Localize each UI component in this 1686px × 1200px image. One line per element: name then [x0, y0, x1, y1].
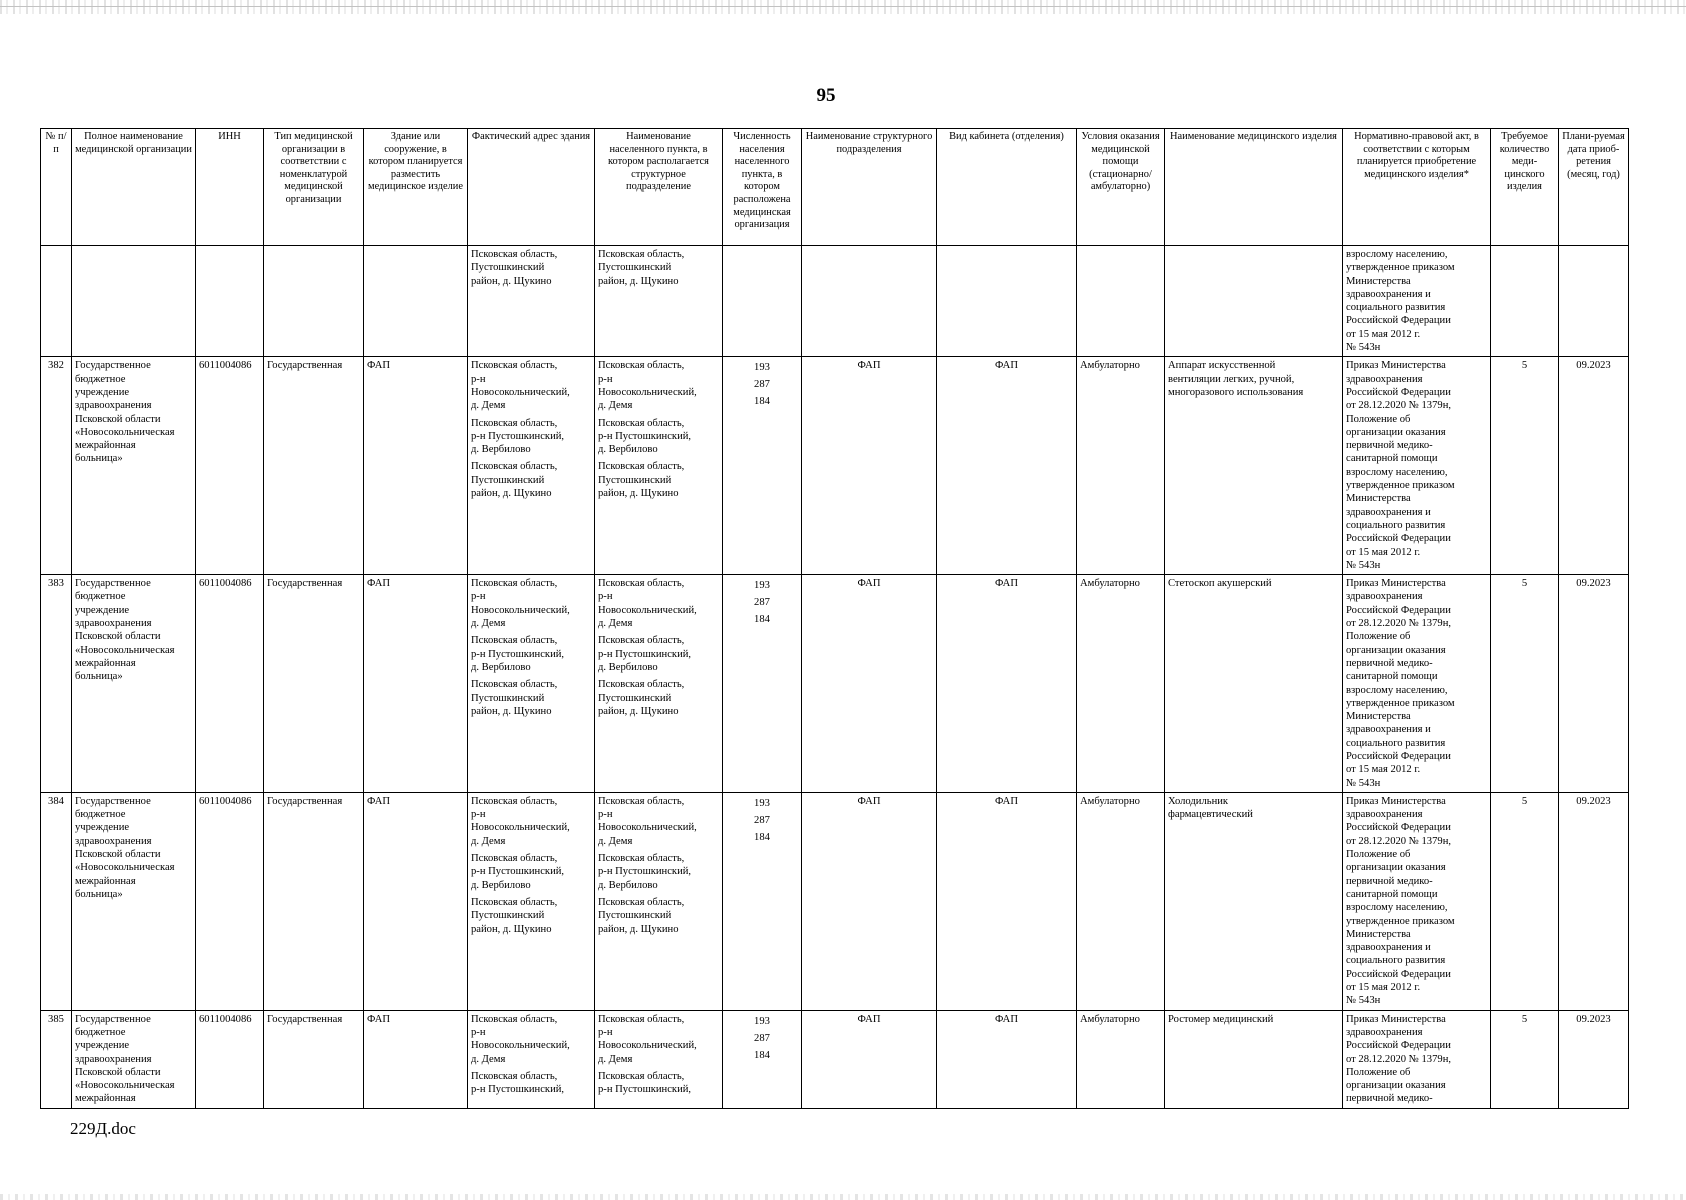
- population-value: 184: [754, 396, 770, 408]
- cell-cabinet: ФАП: [937, 575, 1077, 793]
- cell-address: [468, 357, 595, 575]
- population-value: 287: [754, 814, 770, 826]
- cell-address: [468, 1010, 595, 1108]
- cell-building: ФАП: [364, 1010, 468, 1108]
- population-value: 193: [754, 580, 770, 592]
- cell-unit: ФАП: [802, 1010, 937, 1108]
- population-value: 287: [754, 1032, 770, 1044]
- cell-act: Приказ Министерства здравоохранения Российской Федерации от 28.12.2020 № 1379н, Положение об организации оказания первичной медико- санитарной помощи взрослому населению, утвержденное приказом Министерства здравоохранения и социального развития Российской Федерации от 15 мая 2012 г. № 543н: [1343, 792, 1491, 1010]
- cell-cabinet: [937, 246, 1077, 357]
- address-line: Псковская область, р-н Пустошкинский, д. Вербилово: [471, 635, 565, 673]
- cell-device: Аппарат искусственной вентиляции легких, ручной, многоразового использования: [1165, 357, 1343, 575]
- cell-qty: [1491, 246, 1559, 357]
- cell-address: [468, 792, 595, 1010]
- settlement-line: Псковская область, Пустошкинский район, д. Щукино: [598, 679, 685, 717]
- cell-population: [723, 246, 802, 357]
- cell-settlement: [595, 357, 723, 575]
- population-value: 193: [754, 797, 770, 809]
- cell-device: Ростомер медицинский: [1165, 1010, 1343, 1108]
- cell-num: 385: [41, 1010, 72, 1108]
- header-population: Численность населения населенного пункта, в котором расположена медицинская организация: [723, 129, 802, 246]
- cell-population: [723, 792, 802, 1010]
- cell-cabinet: ФАП: [937, 792, 1077, 1010]
- cell-act: Приказ Министерства здравоохранения Российской Федерации от 28.12.2020 № 1379н, Положение об организации оказания первичной медико- санитарной помощи взрослому населению, утвержденное приказом Министерства здравоохранения и социального развития Российской Федерации от 15 мая 2012 г. № 543н: [1343, 357, 1491, 575]
- cell-settlement: [595, 575, 723, 793]
- settlement-line: Псковская область, р-н Пустошкинский, д. Вербилово: [598, 853, 692, 891]
- population-value: 184: [754, 831, 770, 843]
- address-line: Псковская область, Пустошкинский район, д. Щукино: [471, 679, 558, 717]
- cell-date: 09.2023: [1559, 575, 1629, 793]
- cell-building: ФАП: [364, 575, 468, 793]
- header-conditions: Условия оказания медицинской помощи (стационарно/ амбулаторно): [1077, 129, 1165, 246]
- cell-inn: 6011004086: [196, 1010, 264, 1108]
- scan-edge-top: [0, 0, 1686, 14]
- cell-population: [723, 357, 802, 575]
- population-value: 193: [754, 1015, 770, 1027]
- cell-num: [41, 246, 72, 357]
- cell-settlement: [595, 246, 723, 357]
- settlement-line: Псковская область, р-н Новосокольнический, д. Демя: [598, 578, 697, 630]
- address-line: Псковская область, р-н Пустошкинский,: [471, 1070, 565, 1096]
- header-building: Здание или сооружение, в котором планируется разместить медицинское изделие: [364, 129, 468, 246]
- cell-cabinet: ФАП: [937, 1010, 1077, 1108]
- header-inn: ИНН: [196, 129, 264, 246]
- settlement-line: Псковская область, р-н Пустошкинский, д. Вербилово: [598, 417, 692, 456]
- header-address: Фактический адрес здания: [468, 129, 595, 246]
- cell-qty: 5: [1491, 1010, 1559, 1108]
- cell-conditions: Амбулаторно: [1077, 357, 1165, 575]
- population-value: 287: [754, 597, 770, 609]
- population-value: 287: [754, 379, 770, 391]
- cell-num: 384: [41, 792, 72, 1010]
- table-row: [41, 575, 1629, 793]
- cell-address: [468, 246, 595, 357]
- cell-device: Стетоскоп акушерский: [1165, 575, 1343, 793]
- cell-conditions: Амбулаторно: [1077, 575, 1165, 793]
- cell-conditions: Амбулаторно: [1077, 792, 1165, 1010]
- table-row-continuation: [41, 246, 1629, 357]
- settlement-line: Псковская область, р-н Новосокольнический, д. Демя: [598, 795, 697, 847]
- cell-inn: 6011004086: [196, 792, 264, 1010]
- cell-population: [723, 1010, 802, 1108]
- cell-qty: 5: [1491, 792, 1559, 1010]
- header-cabinet: Вид кабинета (отделения): [937, 129, 1077, 246]
- cell-org: Государственное бюджетное учреждение здравоохранения Псковской области «Новосокольническая межрайонная больница»: [72, 575, 196, 793]
- cell-inn: [196, 246, 264, 357]
- header-org: Полное наименование медицинской организации: [72, 129, 196, 246]
- table-row: [41, 792, 1629, 1010]
- address-line: Псковская область, Пустошкинский район, д. Щукино: [471, 896, 558, 935]
- header-type: Тип медицинской организации в соответствии с номенклатурой медицинской организации: [264, 129, 364, 246]
- cell-cabinet: ФАП: [937, 357, 1077, 575]
- cell-qty: 5: [1491, 357, 1559, 575]
- cell-building: [364, 246, 468, 357]
- cell-act: Приказ Министерства здравоохранения Российской Федерации от 28.12.2020 № 1379н, Положение об организации оказания первичной медико- санитарной помощи взрослому населению, утвержденное приказом Министерства здравоохранения и социального развития Российской Федерации от 15 мая 2012 г. № 543н: [1343, 575, 1491, 793]
- scan-edge-bottom: [0, 1194, 1686, 1200]
- address-line: Псковская область, р-н Новосокольнический, д. Демя: [471, 360, 570, 412]
- address-line: Псковская область, р-н Пустошкинский, д. Вербилово: [471, 853, 565, 891]
- cell-num: 382: [41, 357, 72, 575]
- address-line: Псковская область, р-н Новосокольнический, д. Демя: [471, 1013, 570, 1065]
- address-line: Псковская область, р-н Новосокольнический, д. Демя: [471, 795, 570, 847]
- header-act: Нормативно-правовой акт, в соответствии с которым планируется приобретение медицинского изделия*: [1343, 129, 1491, 246]
- population-value: 184: [754, 1049, 770, 1061]
- cell-building: ФАП: [364, 792, 468, 1010]
- cell-inn: 6011004086: [196, 357, 264, 575]
- cell-org: [72, 246, 196, 357]
- header-settlement: Наименование населенного пункта, в котором располагается структурное подразделение: [595, 129, 723, 246]
- cell-settlement: [595, 1010, 723, 1108]
- cell-type: [264, 246, 364, 357]
- cell-org: Государственное бюджетное учреждение здравоохранения Псковской области «Новосокольническая межрайонная: [72, 1010, 196, 1108]
- address-line: Псковская область, Пустошкинский район, д. Щукино: [471, 249, 558, 287]
- settlement-line: Псковская область, Пустошкинский район, д. Щукино: [598, 249, 685, 287]
- document-filename: 229Д.doc: [70, 1119, 136, 1138]
- header-num: № п/п: [41, 129, 72, 246]
- settlement-line: Псковская область, р-н Пустошкинский, д. Вербилово: [598, 635, 692, 673]
- cell-type: Государственная: [264, 575, 364, 793]
- settlement-line: Псковская область, Пустошкинский район, д. Щукино: [598, 461, 685, 500]
- cell-type: Государственная: [264, 792, 364, 1010]
- cell-device: Холодильник фармацевтический: [1165, 792, 1343, 1010]
- cell-settlement: [595, 792, 723, 1010]
- cell-conditions: Амбулаторно: [1077, 1010, 1165, 1108]
- header-qty: Требуемое количество меди-цинского изделия: [1491, 129, 1559, 246]
- settlement-line: Псковская область, р-н Пустошкинский,: [598, 1070, 692, 1096]
- cell-inn: 6011004086: [196, 575, 264, 793]
- cell-org: Государственное бюджетное учреждение здравоохранения Псковской области «Новосокольническая межрайонная больница»: [72, 357, 196, 575]
- cell-unit: ФАП: [802, 357, 937, 575]
- cell-qty: 5: [1491, 575, 1559, 793]
- cell-date: 09.2023: [1559, 792, 1629, 1010]
- header-device: Наименование медицинского изделия: [1165, 129, 1343, 246]
- cell-date: 09.2023: [1559, 1010, 1629, 1108]
- cell-act: взрослому населению, утвержденное приказом Министерства здравоохранения и социального развития Российской Федерации от 15 мая 2012 г. № 543н: [1343, 246, 1491, 357]
- cell-population: [723, 575, 802, 793]
- settlement-line: Псковская область, р-н Новосокольнический, д. Демя: [598, 1013, 697, 1065]
- cell-org: Государственное бюджетное учреждение здравоохранения Псковской области «Новосокольническая межрайонная больница»: [72, 792, 196, 1010]
- cell-building: ФАП: [364, 357, 468, 575]
- settlement-line: Псковская область, Пустошкинский район, д. Щукино: [598, 896, 685, 935]
- address-line: Псковская область, р-н Пустошкинский, д. Вербилово: [471, 417, 565, 456]
- cell-address: [468, 575, 595, 793]
- settlement-line: Псковская область, р-н Новосокольнический, д. Демя: [598, 360, 697, 412]
- cell-unit: ФАП: [802, 792, 937, 1010]
- header-row: [41, 129, 1629, 246]
- cell-unit: [802, 246, 937, 357]
- table-row: [41, 1010, 1629, 1108]
- cell-type: Государственная: [264, 357, 364, 575]
- cell-device: [1165, 246, 1343, 357]
- cell-num: 383: [41, 575, 72, 793]
- cell-type: Государственная: [264, 1010, 364, 1108]
- population-value: 184: [754, 614, 770, 626]
- table-row: [41, 357, 1629, 575]
- cell-act: Приказ Министерства здравоохранения Российской Федерации от 28.12.2020 № 1379н, Положение об организации оказания первичной медико-: [1343, 1010, 1491, 1108]
- address-line: Псковская область, Пустошкинский район, д. Щукино: [471, 461, 558, 500]
- page-number: 95: [816, 85, 836, 106]
- population-value: 193: [754, 362, 770, 374]
- equipment-register-table: [40, 128, 1629, 1109]
- cell-date: 09.2023: [1559, 357, 1629, 575]
- cell-conditions: [1077, 246, 1165, 357]
- cell-unit: ФАП: [802, 575, 937, 793]
- address-line: Псковская область, р-н Новосокольнический, д. Демя: [471, 578, 570, 630]
- cell-date: [1559, 246, 1629, 357]
- header-date: Плани-руемая дата приоб-ретения (месяц, год): [1559, 129, 1629, 246]
- header-unit: Наименование структурного подразделения: [802, 129, 937, 246]
